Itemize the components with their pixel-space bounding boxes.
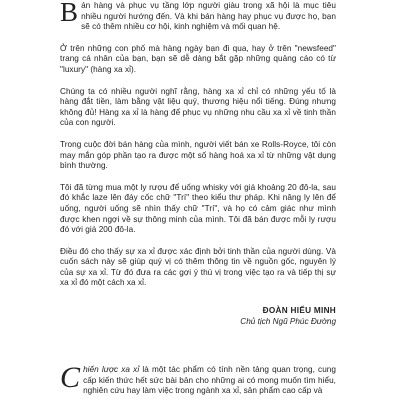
signature-title: Chủ tịch Ngũ Phúc Đường	[240, 317, 336, 327]
bottom-paragraph	[60, 361, 337, 397]
paragraph-text: Trong cuộc đời bán hàng của mình, người viết bán xe Rolls-Royce, tôi còn may mắn góp phần tạo ra được một số hàng hoá xa xỉ từ những vật dụng bình thường.	[60, 139, 336, 171]
paragraph-text: là một tác phẩm có tính nền tảng quan trọng, cung cấp kiến thức hết sức bài bản cho những ai có mong muốn tìm hiểu, nghiên cứu hay làm việc trong ngành xa xỉ, sản phẩm cao cấp và	[83, 365, 337, 396]
paragraph-6	[60, 247, 336, 289]
drop-cap: B	[60, 0, 79, 27]
paragraph-3	[60, 87, 336, 129]
paragraph-text: Tôi đã từng mua một ly rượu để uống whisky với giá khoảng 20 đô-la, sau đó khắc laze lên đáy cốc chữ "Trí" theo kiểu thư pháp. Khi nâng ly lên để uống, người uống sẽ nhìn thấy chữ "Trí", và họ có cảm giác như mình được khen ngợi về sự thông minh của mình. Tôi đã bán được mỗi ly rượu đó với giá 200 đô-la.	[60, 182, 336, 235]
paragraph-2	[60, 44, 336, 76]
paragraph-5	[60, 183, 336, 236]
paragraph-text: án hàng và phục vụ tầng lớp người giàu trong xã hội là mục tiêu nhiều người hướng đến. Và khi bán hàng hay phục vụ được họ, bạn sẽ có thêm nhiều cơ hội, kinh nghiệm và mối quan hệ.	[81, 1, 336, 32]
drop-cap: C	[60, 361, 81, 395]
signature-name: ĐOÀN HIẾU MINH	[262, 306, 336, 316]
paragraph-text: Điều đó cho thấy sự xa xỉ được xác định bởi tinh thần của người dùng. Và cuốn sách này sẽ giúp quý vị có thêm thông tin về nguồn gốc, nguyên lý của sự xa xỉ. Từ đó đưa ra các gợi ý thú vị trong việc tạo ra và tiếp thị sự xa xỉ đó một cách xa xỉ.	[60, 246, 336, 288]
paragraph-4	[60, 140, 336, 172]
paragraph-text: Ở trên những con phố mà hàng ngày bạn đi qua, hay ở trên "newsfeed" trang cá nhân của bạn, bạn sẽ dễ dàng bắt gặp những quảng cáo có từ "luxury" (hàng xa xỉ).	[60, 43, 336, 74]
paragraph-1	[60, 0, 336, 33]
paragraph-text: Chúng ta có nhiều người nghĩ rằng, hàng xa xỉ chỉ có những yếu tố là hàng đắt tiền, làm bằng vật liệu quý, thương hiệu nổi tiếng. Đúng nhưng không đủ! Hàng xa xỉ là hàng để phục vụ những nhu cầu xa xỉ về tinh thần của con người.	[60, 86, 336, 128]
book-title-lead: hiến lược xa xỉ	[83, 365, 140, 375]
